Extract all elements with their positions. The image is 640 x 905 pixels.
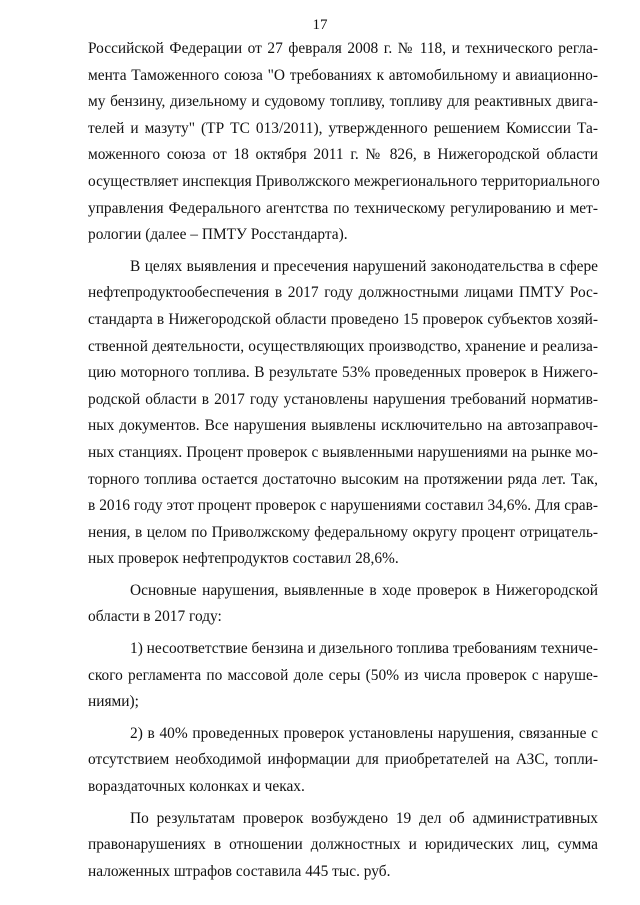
document-body [88, 36, 598, 885]
paragraph [88, 636, 598, 716]
paragraph [88, 578, 598, 631]
text-line: В целях выявления и пресечения нарушений законодательства в сфере [130, 257, 598, 275]
text-line: нефтепродуктообеспечения в 2017 году должностными лицами ПМТУ Рос- [88, 284, 598, 302]
text-line: му бензину, дизельному и судовому топливу, топливу для реактивных двига- [88, 93, 598, 111]
text-line: стандарта в Нижегородской области проведено 15 проверок субъектов хозяй- [88, 310, 598, 328]
text-line: ных проверок нефтепродуктов составил 28,6%. [88, 550, 399, 568]
paragraph [88, 254, 598, 573]
text-line: моженного союза от 18 октября 2011 г. № 826, в Нижегородской области [88, 146, 598, 164]
text-line: рологии (далее – ПМТУ Росстандарта). [88, 226, 348, 244]
text-line: ных документов. Все нарушения выявлены исключительно на автозаправоч- [88, 417, 598, 435]
page-number: 17 [312, 17, 328, 33]
text-line: Российской Федерации от 27 февраля 2008 г. № 118, и технического регла- [88, 40, 598, 57]
text-line: управления Федерального агентства по техническому регулированию и мет- [88, 199, 598, 217]
text-line: 2) в 40% проведенных проверок установлены нарушения, связанные с [130, 724, 598, 742]
text-line: наложенных штрафов составила 445 тыс. руб. [88, 862, 391, 880]
text-line: в 2016 году этот процент проверок с нарушениями составил 34,6%. Для срав- [88, 497, 598, 515]
text-line: Основные нарушения, выявленные в ходе проверок в Нижегородской [130, 581, 598, 599]
text-line: нения, в целом по Приволжскому федеральному округу процент отрицатель- [88, 523, 598, 541]
text-line: мента Таможенного союза "О требованиях к автомобильному и авиационно- [88, 66, 598, 84]
text-line: телей и мазуту" (ТР ТС 013/2011), утвержденного решением Комиссии Та- [88, 119, 598, 137]
text-line: правонарушениях в отношении должностных и юридических лиц, сумма [88, 836, 598, 854]
paragraph [88, 721, 598, 801]
paragraph [88, 806, 598, 886]
text-line: осуществляет инспекция Приволжского межрегионального территориального [88, 172, 600, 190]
text-line: вораздаточных колонках и чеках. [88, 778, 305, 796]
text-line: ниями); [88, 693, 139, 711]
text-line: отсутствием необходимой информации для приобретателей на АЗС, топли- [88, 751, 598, 769]
text-line: родской области в 2017 году установлены нарушения требований норматив- [88, 390, 598, 408]
text-line: ных станциях. Процент проверок с выявленными нарушениями на рынке мо- [88, 443, 598, 461]
text-line: По результатам проверок возбуждено 19 дел об административных [130, 809, 598, 827]
paragraph [88, 36, 598, 249]
text-line: области в 2017 году: [88, 608, 222, 626]
text-line: ского регламента по массовой доле серы (50% из числа проверок с наруше- [88, 666, 598, 684]
text-line: ственной деятельности, осуществляющих производство, хранение и реализа- [88, 337, 598, 355]
text-line: 1) несоответствие бензина и дизельного топлива требованиям техниче- [130, 640, 598, 658]
text-line: цию моторного топлива. В результате 53% проведенных проверок в Нижего- [88, 364, 598, 382]
text-line: торного топлива остается достаточно высоким на протяжении ряда лет. Так, [88, 470, 598, 488]
